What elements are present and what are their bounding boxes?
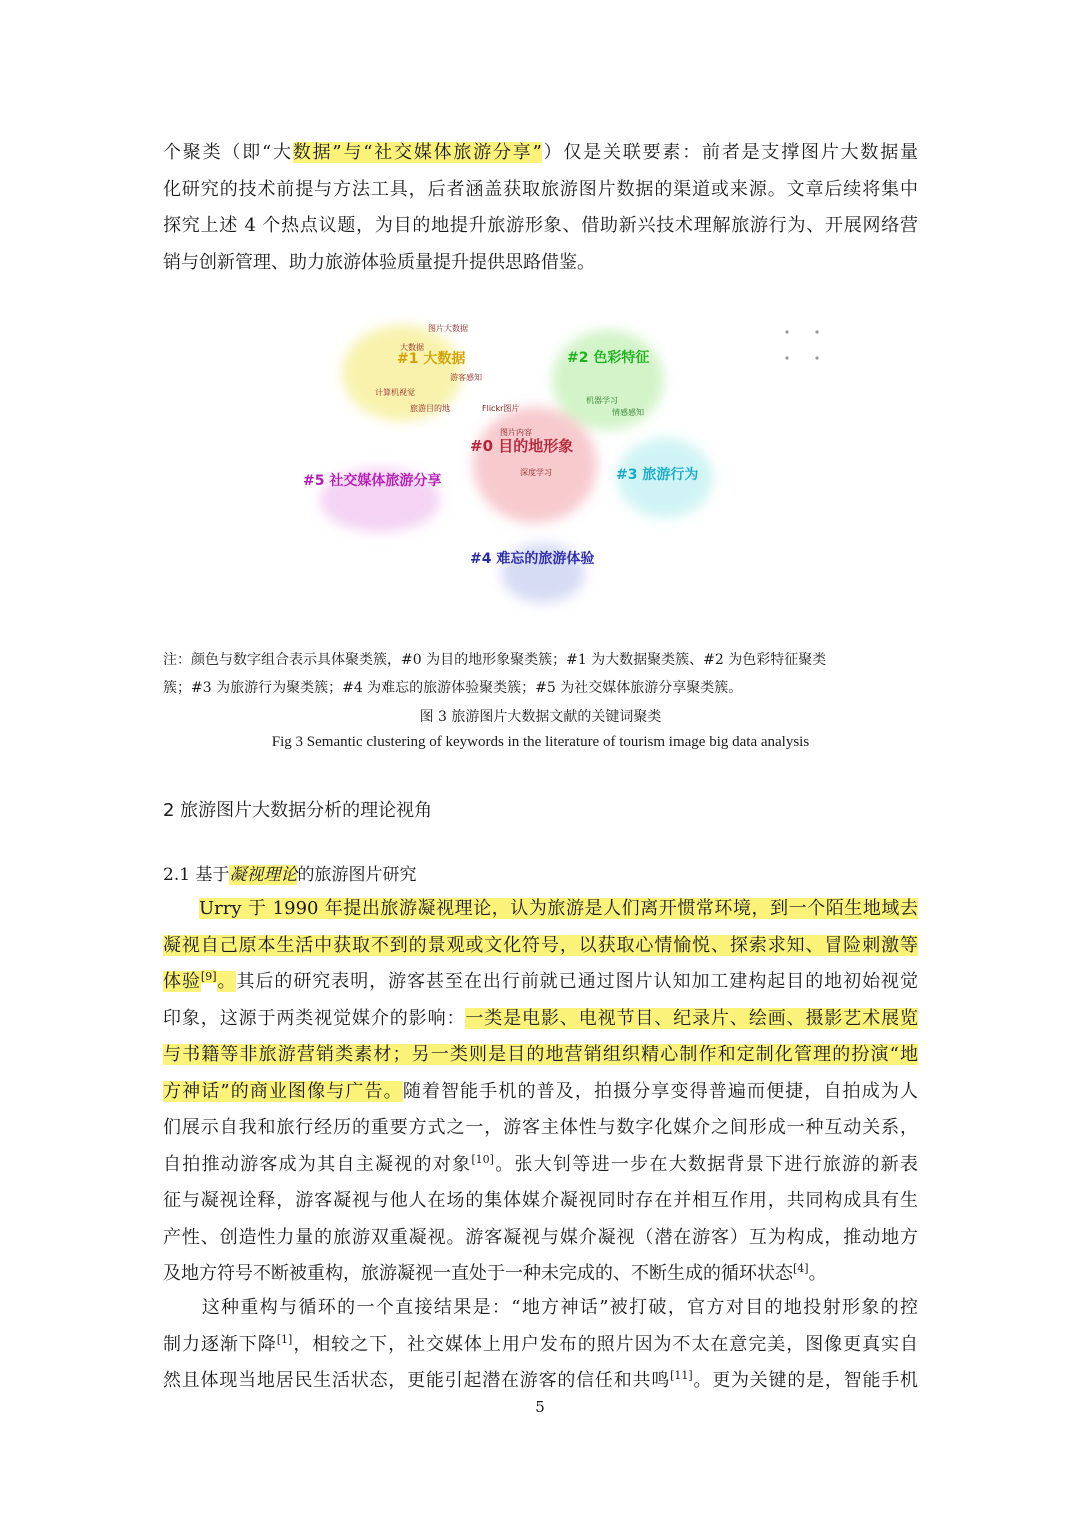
text-line: 制力逐渐下降[1]，相较之下，社交媒体上用户发布的照片因为不太在意完美，图像更真实自 xyxy=(163,1332,918,1355)
text-line: 产性、创造性力量的旅游双重凝视。游客凝视与媒介凝视（潜在游客）互为构成，推动地方 xyxy=(163,1226,918,1248)
subsection-suffix: 的旅游图片研究 xyxy=(297,865,417,885)
body-paragraph-1 xyxy=(163,891,918,1293)
cluster-blob xyxy=(473,407,597,523)
cluster-label: #5 社交媒体旅游分享 xyxy=(303,473,442,489)
cluster-blob xyxy=(552,330,664,430)
cluster-label: #2 色彩特征 xyxy=(567,350,650,366)
text-line: 化研究的技术前提与方法工具，后者涵盖获取旅游图片数据的渠道或来源。文章后续将集中 xyxy=(163,178,918,200)
intro-paragraph xyxy=(163,135,918,281)
keyword-label: 深度学习 xyxy=(520,468,552,477)
text-line: 个聚类（即“大数据”与“社交媒体旅游分享”）仅是关联要素：前者是支撑图片大数据量 xyxy=(163,142,918,163)
figure-note-line2: 簇；#3 为旅游行为聚类簇；#4 为难忘的旅游体验聚类簇；#5 为社交媒体旅游分享聚类簇。 xyxy=(163,680,743,696)
page-number: 5 xyxy=(535,1398,545,1416)
text-line: 印象，这源于两类视觉媒介的影响：一类是电影、电视节目、纪录片、绘画、摄影艺术展览 xyxy=(163,1007,918,1029)
figure-title-cn: 图 3 旅游图片大数据文献的关键词聚类 xyxy=(419,709,662,725)
text-line: 然且体现当地居民生活状态，更能引起潜在游客的信任和共鸣[11]。更为关键的是，智能手机 xyxy=(163,1369,918,1391)
figure-title-en: Fig 3 Semantic clustering of keywords in the literature of tourism image big data analysis xyxy=(271,734,810,750)
text-line: 这种重构与循环的一个直接结果是：“地方神话”被打破，官方对目的地投射形象的控 xyxy=(163,1297,918,1318)
keyword-label: Flickr图片 xyxy=(482,404,520,413)
keyword-label: 情感感知 xyxy=(612,408,644,417)
text-line: 凝视自己原本生活中获取不到的景观或文化符号，以获取心情愉悦、探索求知、冒险刺激等 xyxy=(163,934,918,956)
text-line: Urry 于 1990 年提出旅游凝视理论，认为旅游是人们离开惯常环境，到一个陌生地域去 xyxy=(199,898,918,919)
keyword-cluster-figure xyxy=(290,315,850,615)
text-line: 销与创新管理、助力旅游体验质量提升提供思路借鉴。 xyxy=(163,251,595,273)
keyword-label: 大数据 xyxy=(400,343,424,352)
section-heading: 2 旅游图片大数据分析的理论视角 xyxy=(163,800,433,821)
text-line: 与书籍等非旅游营销类素材；另一类则是目的地营销组织精心制作和定制化管理的扮演“地 xyxy=(163,1044,918,1065)
body-paragraph-2 xyxy=(163,1290,918,1400)
text-line: 征与凝视诠释，游客凝视与他人在场的集体媒介凝视同时存在并相互作用，共同构成具有生 xyxy=(163,1190,918,1211)
cluster-label: #3 旅游行为 xyxy=(616,467,699,483)
text-line: 方神话”的商业图像与广告。随着智能手机的普及，拍摄分享变得普遍而便捷，自拍成为人 xyxy=(163,1080,918,1102)
keyword-label: 图片内容 xyxy=(500,428,532,437)
figure-note-line1: 注：颜色与数字组合表示具体聚类簇，#0 为目的地形象聚类簇；#1 为大数据聚类簇、#2 为色彩特征聚类 xyxy=(163,652,827,668)
cluster-label: #4 难忘的旅游体验 xyxy=(470,551,595,567)
cluster-label: #1 大数据 xyxy=(397,351,466,367)
text-line: 自拍推动游客成为其自主凝视的对象[10]。张大钊等进一步在大数据背景下进行旅游的新表 xyxy=(163,1152,918,1175)
text-line: 探究上述 4 个热点议题，为目的地提升旅游形象、借助新兴技术理解旅游行为、开展网络营 xyxy=(163,215,918,236)
text-line: 体验[9]。其后的研究表明，游客甚至在出行前就已通过图片认知加工建构起目的地初始视觉 xyxy=(163,970,918,992)
keyword-label: 计算机视觉 xyxy=(375,388,415,397)
subsection-heading xyxy=(163,860,416,885)
text-line: 们展示自我和旅行经历的重要方式之一，游客主体性与数字化媒介之间形成一种互动关系， xyxy=(163,1117,918,1138)
text-line: 及地方符号不断被重构，旅游凝视一直处于一种未完成的、不断生成的循环状态[4]。 xyxy=(163,1262,827,1284)
subsection-prefix: 2.1 基于 xyxy=(163,865,230,885)
keyword-label: 机器学习 xyxy=(586,396,618,405)
cluster-label: #0 目的地形象 xyxy=(470,437,574,455)
keyword-label: 旅游目的地 xyxy=(410,404,450,413)
keyword-label: 游客感知 xyxy=(450,373,482,382)
corner-dots xyxy=(785,330,818,359)
keyword-label: 图片大数据 xyxy=(428,324,468,333)
subsection-highlight: 凝视理论 xyxy=(229,865,298,885)
